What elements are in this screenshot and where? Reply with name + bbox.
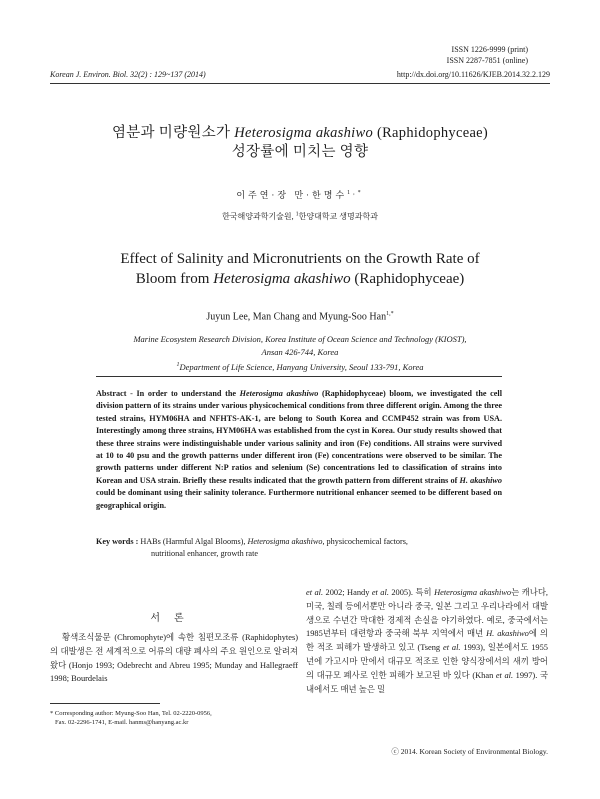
- abstract-rule: [96, 376, 502, 377]
- doi-link[interactable]: http://dx.doi.org/10.11626/KJEB.2014.32.2.129: [396, 70, 550, 79]
- issn-online: ISSN 2287-7851 (online): [446, 56, 528, 65]
- issn-block: [447, 44, 528, 66]
- english-affiliation: Marine Ecosystem Research Division, Korea Institute of Ocean Science and Technology (KIOST), Ansan 426-744, Korea $^1$Department of Life Science, Hanyang University, Seoul 133-791, Korea: [133, 334, 467, 372]
- abstract: Abstract - In order to understand the Heterosigma akashiwo (Raphidophyceae) bloom, we investigated the cell division pattern of its strains under various physicochemical conditions from three different origin. Among the three tested strains, HYM06HA and NFHTS-AK-1, are belong to South Korea and CCMP452 strain was from USA. Interestingly among three strains, HYM06HA was established from the cyst in Korea. Our study results showed that these three strains were indistinguishable under various salinity and iron (Fe) conditions. All strains were survived at 10 to 40 psu and the growth patterns under different iron (Fe) concentrations were observed to be similar. The growth patterns under different N:P ratios and selenium (Se) concentrations led to classification of strains into Korean and USA strain. Briefly these results indicated that the growth pattern from different strains of H. akashiwo could be dominant using their salinity tolerance. Furthermore nutritional enhancer seemed to be different based on geographical origin.: [96, 389, 502, 510]
- title-species-italic: Heterosigma akashiwo: [234, 125, 374, 141]
- journal-citation: Korean J. Environ. Biol. 32(2) : 129~137 (2014): [50, 70, 206, 79]
- intro-paragraph-col1: 황색조식물문 (Chromophyte)에 속한 침편모조류 (Raphidophytes)의 대발생은 전 세계적으로 어류의 대량 폐사의 주요 원인으로 알려져 왔다 (Honjo 1993; Odebrecht and Abreu 1995; Munday and Hallegraeff 1998; Bourdelais: [50, 633, 298, 684]
- keywords-label: Key words :: [96, 537, 141, 546]
- korean-authors: 이주연·장 만·한명수$^{1,*}$: [236, 190, 364, 200]
- footnote-rule: [50, 703, 160, 704]
- korean-affiliation: 한국해양과학기술원, $^1$한양대학교 생명과학과: [222, 211, 378, 221]
- keywords: Key words : HABs (Harmful Algal Blooms), Heterosigma akashiwo, physicochemical factors, nutritional enhancer, growth rate: [96, 537, 408, 559]
- abstract-label: Abstract: [96, 389, 127, 398]
- section-heading-intro: 서론: [150, 613, 198, 624]
- footnote: * Corresponding author: Myung-Soo Han, Tel. 02-2220-0956, Fax. 02-2296-1741, E-mail. hanms@hanyang.ac.kr: [50, 710, 212, 726]
- english-title: Effect of Salinity and Micronutrients on the Growth Rate of Bloom from Heterosigma akashiwo (Raphidophyceae): [120, 251, 480, 287]
- issn-print: ISSN 1226-9999 (print): [451, 45, 528, 54]
- header-rule: [50, 83, 550, 84]
- journal-header: [50, 70, 550, 79]
- english-authors: Juyun Lee, Man Chang and Myung-Soo Han$^{1,*}$: [206, 311, 394, 323]
- korean-title: 염분과 미량원소가 Heterosigma akashiwo (Raphidophyceae) 성장률에 미치는 영향: [111, 125, 489, 160]
- copyright: ⓒ 2014. Korean Society of Environmental Biology.: [391, 747, 548, 756]
- intro-paragraph-col2: et al. 2002; Handy et al. 2005). 특히 Heterosigma akashiwo는 캐나다, 미국, 칠레 등에서뿐만 아니라 중국, 일본 그리고 우리나라에서 대발생으로 수년간 막대한 경제적 손실을 야기하였다. 예로, 중국에서는 1985년부터 대련항과 중국해 북부 지역에서 매년 H. akashiwo에 의한 적조 피해가 발생하고 있고 (Tseng et al. 1993), 일본에서도 1955년에 가고시마 만에서 대규모 적조로 인한 양식장에서의 새끼 방어의 대규모 폐사로 인한 피해가 보고된 바 있다 (Khan et al. 1997). 국내에서도 매년 높은 밀: [306, 588, 549, 694]
